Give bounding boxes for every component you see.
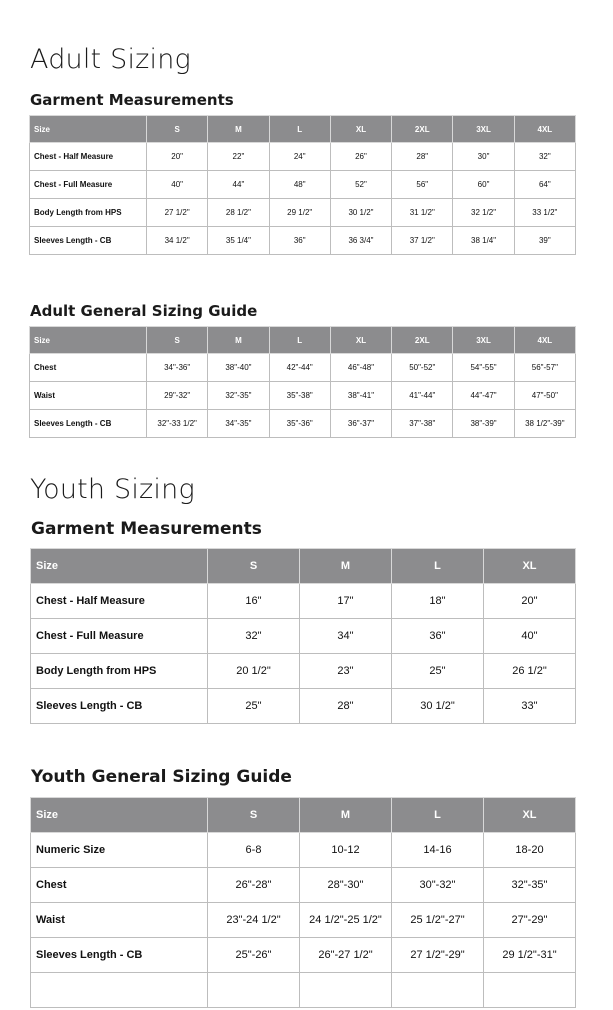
cell: 38"-40" [208, 354, 269, 382]
cell: 44" [208, 171, 269, 199]
header-cell: Size [31, 798, 208, 833]
cell: 31 1/2" [392, 199, 453, 227]
cell: 16" [208, 584, 300, 619]
table-row [31, 689, 576, 724]
header-cell: S [208, 798, 300, 833]
header-cell: XL [330, 116, 391, 143]
cell: 29 1/2"-31" [484, 938, 576, 973]
header-cell: L [269, 327, 330, 354]
header-cell: L [392, 798, 484, 833]
cell: 60" [453, 171, 514, 199]
cell: 32" [208, 619, 300, 654]
header-cell: XL [330, 327, 391, 354]
cell: 52" [330, 171, 391, 199]
cell: 38"-41" [330, 382, 391, 410]
table-row [30, 199, 576, 227]
row-label: Chest [31, 868, 208, 903]
youth-garment-table [30, 548, 576, 724]
cell: 48" [269, 171, 330, 199]
cell [484, 973, 576, 1008]
cell: 38 1/4" [453, 227, 514, 255]
cell: 41"-44" [392, 382, 453, 410]
table-row [30, 354, 576, 382]
row-label: Waist [31, 903, 208, 938]
header-cell: XL [484, 549, 576, 584]
cell: 56"-57" [514, 354, 575, 382]
cell: 47"-50" [514, 382, 575, 410]
row-label: Waist [30, 382, 147, 410]
table-row [30, 410, 576, 438]
table-row [31, 938, 576, 973]
cell: 36 3/4" [330, 227, 391, 255]
adult-sizing-title: Adult Sizing [30, 44, 191, 75]
header-cell: M [208, 116, 269, 143]
table-header-row [30, 116, 576, 143]
header-cell: S [208, 549, 300, 584]
cell: 35"-36" [269, 410, 330, 438]
cell: 36" [392, 619, 484, 654]
cell: 28 1/2" [208, 199, 269, 227]
youth-guide-table [30, 797, 576, 1008]
cell: 27 1/2" [147, 199, 208, 227]
header-cell: XL [484, 798, 576, 833]
row-label: Chest - Half Measure [30, 143, 147, 171]
cell: 30" [453, 143, 514, 171]
cell: 36"-37" [330, 410, 391, 438]
header-cell: M [300, 549, 392, 584]
cell: 6-8 [208, 833, 300, 868]
header-cell: 3XL [453, 327, 514, 354]
cell: 28" [300, 689, 392, 724]
cell: 20" [147, 143, 208, 171]
cell: 29"-32" [147, 382, 208, 410]
cell [392, 973, 484, 1008]
cell: 24" [269, 143, 330, 171]
cell: 32 1/2" [453, 199, 514, 227]
cell: 26"-28" [208, 868, 300, 903]
header-cell: Size [30, 116, 147, 143]
header-cell: L [269, 116, 330, 143]
header-cell: Size [31, 549, 208, 584]
cell: 33 1/2" [514, 199, 575, 227]
row-label: Chest [30, 354, 147, 382]
row-label: Body Length from HPS [30, 199, 147, 227]
row-label: Sleeves Length - CB [31, 689, 208, 724]
cell: 32" [514, 143, 575, 171]
cell: 30 1/2" [330, 199, 391, 227]
header-cell: S [147, 327, 208, 354]
table-header-row [31, 549, 576, 584]
cell: 42"-44" [269, 354, 330, 382]
header-cell: S [147, 116, 208, 143]
cell: 17" [300, 584, 392, 619]
adult-guide-title: Adult General Sizing Guide [30, 302, 258, 320]
cell: 18-20 [484, 833, 576, 868]
cell: 25" [208, 689, 300, 724]
youth-garment-title: Garment Measurements [31, 519, 262, 539]
cell: 34"-36" [147, 354, 208, 382]
cell: 34"-35" [208, 410, 269, 438]
cell: 27"-29" [484, 903, 576, 938]
cell: 34" [300, 619, 392, 654]
cell: 26"-27 1/2" [300, 938, 392, 973]
row-label: Body Length from HPS [31, 654, 208, 689]
cell [208, 973, 300, 1008]
cell: 50"-52" [392, 354, 453, 382]
cell [300, 973, 392, 1008]
cell: 25"-26" [208, 938, 300, 973]
cell: 32"-35" [208, 382, 269, 410]
table-row [31, 833, 576, 868]
cell: 40" [484, 619, 576, 654]
cell: 26" [330, 143, 391, 171]
adult-garment-table [29, 115, 576, 255]
cell: 14-16 [392, 833, 484, 868]
cell: 27 1/2"-29" [392, 938, 484, 973]
table-row [31, 868, 576, 903]
table-row [30, 382, 576, 410]
cell: 37 1/2" [392, 227, 453, 255]
cell: 25 1/2"-27" [392, 903, 484, 938]
cell: 30 1/2" [392, 689, 484, 724]
cell: 18" [392, 584, 484, 619]
cell: 56" [392, 171, 453, 199]
cell: 37"-38" [392, 410, 453, 438]
table-row [31, 619, 576, 654]
cell: 32"-33 1/2" [147, 410, 208, 438]
cell: 46"-48" [330, 354, 391, 382]
table-row [31, 654, 576, 689]
cell: 39" [514, 227, 575, 255]
cell: 35 1/4" [208, 227, 269, 255]
cell: 38"-39" [453, 410, 514, 438]
row-label: Sleeves Length - CB [31, 938, 208, 973]
header-cell: M [208, 327, 269, 354]
cell: 22" [208, 143, 269, 171]
header-cell: M [300, 798, 392, 833]
cell: 34 1/2" [147, 227, 208, 255]
cell: 25" [392, 654, 484, 689]
youth-sizing-title: Youth Sizing [30, 474, 195, 505]
table-row [31, 973, 576, 1008]
cell: 23"-24 1/2" [208, 903, 300, 938]
header-cell: 4XL [514, 116, 575, 143]
row-label: Chest - Full Measure [30, 171, 147, 199]
row-label: Chest - Half Measure [31, 584, 208, 619]
header-cell: L [392, 549, 484, 584]
header-cell: 4XL [514, 327, 575, 354]
cell: 28" [392, 143, 453, 171]
cell: 38 1/2"-39" [514, 410, 575, 438]
header-cell: 2XL [392, 116, 453, 143]
cell: 44"-47" [453, 382, 514, 410]
table-row [30, 227, 576, 255]
cell: 28"-30" [300, 868, 392, 903]
table-header-row [30, 327, 576, 354]
adult-guide-table [29, 326, 576, 438]
header-cell: Size [30, 327, 147, 354]
cell: 64" [514, 171, 575, 199]
header-cell: 2XL [392, 327, 453, 354]
row-label: Chest - Full Measure [31, 619, 208, 654]
row-label: Sleeves Length - CB [30, 227, 147, 255]
cell: 35"-38" [269, 382, 330, 410]
cell: 36" [269, 227, 330, 255]
cell: 26 1/2" [484, 654, 576, 689]
table-row [30, 171, 576, 199]
youth-guide-title: Youth General Sizing Guide [31, 767, 292, 787]
header-cell: 3XL [453, 116, 514, 143]
cell: 23" [300, 654, 392, 689]
table-header-row [31, 798, 576, 833]
table-row [31, 584, 576, 619]
cell: 33" [484, 689, 576, 724]
table-row [31, 903, 576, 938]
cell: 29 1/2" [269, 199, 330, 227]
cell: 20" [484, 584, 576, 619]
adult-garment-title: Garment Measurements [30, 91, 234, 109]
cell: 30"-32" [392, 868, 484, 903]
row-label: Numeric Size [31, 833, 208, 868]
cell: 10-12 [300, 833, 392, 868]
table-row [30, 143, 576, 171]
cell: 40" [147, 171, 208, 199]
cell: 54"-55" [453, 354, 514, 382]
row-label [31, 973, 208, 1008]
cell: 24 1/2"-25 1/2" [300, 903, 392, 938]
row-label: Sleeves Length - CB [30, 410, 147, 438]
cell: 20 1/2" [208, 654, 300, 689]
cell: 32"-35" [484, 868, 576, 903]
